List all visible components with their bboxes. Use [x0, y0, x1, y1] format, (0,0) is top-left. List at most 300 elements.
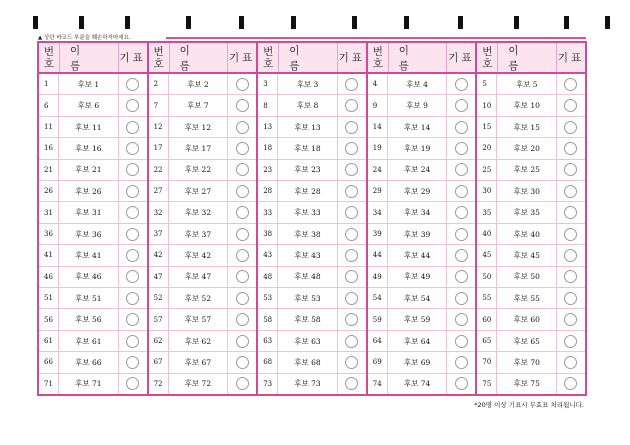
- vote-cell: [338, 181, 366, 201]
- candidate-row: [149, 138, 257, 159]
- vote-circle[interactable]: [564, 335, 577, 348]
- candidate-row: [368, 95, 476, 116]
- candidate-row: [39, 288, 147, 309]
- candidate-name: 후보 53: [278, 288, 338, 308]
- vote-cell: [557, 352, 585, 372]
- vote-circle[interactable]: [564, 78, 577, 91]
- candidate-row: [368, 374, 476, 394]
- vote-cell: [557, 224, 585, 244]
- candidate-name: 후보 19: [388, 138, 448, 158]
- name-header: 이 름: [279, 43, 338, 72]
- candidate-name: 후보 22: [169, 160, 229, 180]
- candidate-row: [258, 138, 366, 159]
- candidate-name: 후보 14: [388, 117, 448, 137]
- vote-circle[interactable]: [126, 356, 139, 369]
- number-header: [39, 43, 60, 72]
- candidate-row: [477, 160, 585, 181]
- candidate-row: [258, 309, 366, 330]
- candidate-name: 후보 20: [497, 138, 557, 158]
- vote-circle[interactable]: [126, 185, 139, 198]
- footer-note: *20명 이상 기표시 무효표 처리됩니다.: [474, 401, 584, 409]
- vote-cell: [557, 309, 585, 329]
- candidate-row: [368, 117, 476, 138]
- vote-cell: [338, 117, 366, 137]
- candidate-number: 28: [258, 181, 278, 201]
- vote-circle[interactable]: [345, 206, 358, 219]
- candidate-name: 후보 64: [388, 331, 448, 351]
- candidate-name: 후보 11: [59, 117, 119, 137]
- candidate-name: 후보 23: [278, 160, 338, 180]
- candidate-number: 55: [477, 288, 497, 308]
- timing-mark: [404, 16, 409, 29]
- candidate-row: [258, 352, 366, 373]
- vote-circle[interactable]: [455, 121, 468, 134]
- vote-circle[interactable]: [564, 292, 577, 305]
- vote-cell: [447, 138, 475, 158]
- candidate-name: 후보 4: [388, 74, 448, 94]
- candidate-number: 49: [368, 267, 388, 287]
- vote-header: 기표: [557, 52, 585, 64]
- candidate-name: 후보 51: [59, 288, 119, 308]
- candidate-row: [477, 202, 585, 223]
- candidate-row: [39, 245, 147, 266]
- candidate-number: 7: [149, 95, 169, 115]
- vote-circle[interactable]: [564, 163, 577, 176]
- vote-circle[interactable]: [345, 185, 358, 198]
- vote-circle[interactable]: [126, 163, 139, 176]
- vote-cell: [557, 181, 585, 201]
- candidate-row: [368, 138, 476, 159]
- candidate-name: 후보 3: [278, 74, 338, 94]
- timing-mark: [125, 16, 130, 29]
- vote-circle[interactable]: [126, 142, 139, 155]
- candidate-name: 후보 7: [169, 95, 229, 115]
- candidate-name: 후보 9: [388, 95, 448, 115]
- candidate-row: [368, 202, 476, 223]
- vote-cell: [557, 331, 585, 351]
- vote-circle[interactable]: [236, 206, 249, 219]
- vote-circle[interactable]: [345, 142, 358, 155]
- vote-cell: [338, 267, 366, 287]
- timing-mark: [564, 16, 569, 29]
- number-header-top: 번: [43, 45, 55, 58]
- candidate-name: 후보 34: [388, 202, 448, 222]
- vote-circle[interactable]: [345, 228, 358, 241]
- vote-cell: [447, 95, 475, 115]
- vote-cell: [119, 117, 147, 137]
- candidate-row: [368, 331, 476, 352]
- candidate-row: [149, 74, 257, 95]
- candidate-name: 후보 67: [169, 352, 229, 372]
- candidate-name: 후보 62: [169, 331, 229, 351]
- candidate-number: 47: [149, 267, 169, 287]
- vote-cell: [447, 374, 475, 394]
- vote-cell: [338, 95, 366, 115]
- candidate-number: 25: [477, 160, 497, 180]
- vote-circle[interactable]: [236, 249, 249, 262]
- candidate-row: [368, 74, 476, 95]
- vote-circle[interactable]: [126, 228, 139, 241]
- candidate-name: 후보 48: [278, 267, 338, 287]
- vote-circle[interactable]: [455, 377, 468, 390]
- vote-circle[interactable]: [455, 313, 468, 326]
- candidate-name: 후보 29: [388, 181, 448, 201]
- number-header-top: 번: [153, 45, 164, 58]
- timing-mark: [605, 16, 610, 29]
- vote-circle[interactable]: [236, 163, 249, 176]
- candidate-number: 44: [368, 245, 388, 265]
- vote-circle[interactable]: [236, 377, 249, 390]
- vote-circle[interactable]: [455, 142, 468, 155]
- candidate-number: 34: [368, 202, 388, 222]
- candidate-number: 61: [39, 331, 59, 351]
- candidate-number: 11: [39, 117, 59, 137]
- vote-cell: [557, 138, 585, 158]
- candidate-row: [477, 309, 585, 330]
- candidate-name: 후보 57: [169, 309, 229, 329]
- candidate-number: 10: [477, 95, 497, 115]
- candidate-row: [477, 181, 585, 202]
- candidate-number: 63: [258, 331, 278, 351]
- candidate-row: [149, 202, 257, 223]
- ballot-column: [39, 43, 149, 394]
- candidate-number: 52: [149, 288, 169, 308]
- candidate-number: 8: [258, 95, 278, 115]
- candidate-name: 후보 60: [497, 309, 557, 329]
- number-header-top: 번: [263, 45, 274, 58]
- vote-cell: [119, 245, 147, 265]
- vote-cell: [228, 288, 256, 308]
- candidate-number: 75: [477, 374, 497, 394]
- candidate-row: [477, 95, 585, 116]
- candidate-name: 후보 31: [59, 202, 119, 222]
- candidate-name: 후보 49: [388, 267, 448, 287]
- vote-circle[interactable]: [455, 270, 468, 283]
- vote-circle[interactable]: [455, 356, 468, 369]
- candidate-name: 후보 68: [278, 352, 338, 372]
- candidate-number: 37: [149, 224, 169, 244]
- candidate-row: [39, 117, 147, 138]
- vote-circle[interactable]: [345, 377, 358, 390]
- vote-circle[interactable]: [564, 206, 577, 219]
- vote-circle[interactable]: [564, 313, 577, 326]
- column-header: [149, 43, 257, 74]
- candidate-number: 2: [149, 74, 169, 94]
- candidate-number: 33: [258, 202, 278, 222]
- candidate-number: 45: [477, 245, 497, 265]
- vote-cell: [119, 288, 147, 308]
- vote-circle[interactable]: [455, 78, 468, 91]
- candidate-number: 62: [149, 331, 169, 351]
- vote-circle[interactable]: [236, 142, 249, 155]
- candidate-row: [258, 267, 366, 288]
- vote-cell: [447, 267, 475, 287]
- candidate-row: [39, 267, 147, 288]
- candidate-number: 48: [258, 267, 278, 287]
- vote-cell: [228, 202, 256, 222]
- candidate-name: 후보 10: [497, 95, 557, 115]
- vote-cell: [447, 181, 475, 201]
- vote-circle[interactable]: [345, 313, 358, 326]
- number-header-bottom: 호: [153, 57, 164, 70]
- vote-cell: [338, 309, 366, 329]
- candidate-name: 후보 41: [59, 245, 119, 265]
- candidate-name: 후보 26: [59, 181, 119, 201]
- candidate-row: [477, 352, 585, 373]
- vote-cell: [447, 160, 475, 180]
- vote-circle[interactable]: [455, 292, 468, 305]
- vote-circle[interactable]: [126, 335, 139, 348]
- vote-circle[interactable]: [236, 356, 249, 369]
- candidate-number: 1: [39, 74, 59, 94]
- candidate-name: 후보 6: [59, 95, 119, 115]
- timing-mark: [352, 16, 357, 29]
- vote-circle[interactable]: [455, 185, 468, 198]
- candidate-row: [258, 224, 366, 245]
- candidate-name: 후보 44: [388, 245, 448, 265]
- vote-circle[interactable]: [455, 163, 468, 176]
- candidate-name: 후보 2: [169, 74, 229, 94]
- candidate-row: [368, 267, 476, 288]
- candidate-row: [368, 288, 476, 309]
- candidate-name: 후보 12: [169, 117, 229, 137]
- candidate-row: [368, 352, 476, 373]
- candidate-row: [368, 309, 476, 330]
- candidate-name: 후보 66: [59, 352, 119, 372]
- number-header-top: 번: [372, 45, 383, 58]
- vote-cell: [447, 309, 475, 329]
- number-header-top: 번: [482, 45, 493, 58]
- vote-circle[interactable]: [564, 99, 577, 112]
- vote-cell: [557, 160, 585, 180]
- candidate-row: [477, 331, 585, 352]
- candidate-number: 27: [149, 181, 169, 201]
- vote-circle[interactable]: [236, 313, 249, 326]
- number-header-bottom: 호: [43, 57, 55, 70]
- candidate-row: [39, 74, 147, 95]
- candidate-number: 21: [39, 160, 59, 180]
- candidate-number: 5: [477, 74, 497, 94]
- vote-circle[interactable]: [564, 270, 577, 283]
- timing-mark: [514, 16, 519, 29]
- vote-circle[interactable]: [455, 249, 468, 262]
- candidate-name: 후보 36: [59, 224, 119, 244]
- candidate-number: 22: [149, 160, 169, 180]
- vote-circle[interactable]: [126, 313, 139, 326]
- vote-cell: [447, 117, 475, 137]
- candidate-name: 후보 55: [497, 288, 557, 308]
- vote-cell: [119, 374, 147, 394]
- candidate-number: 32: [149, 202, 169, 222]
- candidate-name: 후보 8: [278, 95, 338, 115]
- candidate-row: [258, 74, 366, 95]
- candidate-name: 후보 17: [169, 138, 229, 158]
- vote-circle[interactable]: [236, 270, 249, 283]
- candidate-number: 40: [477, 224, 497, 244]
- vote-circle[interactable]: [126, 121, 139, 134]
- vote-cell: [228, 309, 256, 329]
- candidate-number: 71: [39, 374, 59, 394]
- vote-circle[interactable]: [345, 335, 358, 348]
- vote-cell: [338, 331, 366, 351]
- timing-mark: [186, 16, 191, 29]
- vote-circle[interactable]: [345, 292, 358, 305]
- vote-circle[interactable]: [455, 206, 468, 219]
- candidate-name: 후보 46: [59, 267, 119, 287]
- vote-cell: [228, 95, 256, 115]
- candidate-row: [477, 267, 585, 288]
- vote-header: 기표: [338, 52, 365, 64]
- vote-circle[interactable]: [236, 228, 249, 241]
- vote-circle[interactable]: [236, 292, 249, 305]
- candidate-number: 58: [258, 309, 278, 329]
- candidate-number: 38: [258, 224, 278, 244]
- vote-circle[interactable]: [345, 249, 358, 262]
- candidate-row: [258, 288, 366, 309]
- candidate-name: 후보 33: [278, 202, 338, 222]
- vote-cell: [119, 352, 147, 372]
- candidate-row: [149, 288, 257, 309]
- candidate-row: [368, 245, 476, 266]
- timing-mark: [239, 16, 244, 29]
- vote-circle[interactable]: [345, 356, 358, 369]
- vote-cell: [228, 117, 256, 137]
- vote-cell: [228, 267, 256, 287]
- candidate-row: [258, 374, 366, 394]
- vote-cell: [338, 374, 366, 394]
- candidate-number: 53: [258, 288, 278, 308]
- candidate-number: 15: [477, 117, 497, 137]
- candidate-name: 후보 37: [169, 224, 229, 244]
- vote-cell: [557, 117, 585, 137]
- vote-cell: [119, 160, 147, 180]
- vote-cell: [447, 202, 475, 222]
- timing-mark: [291, 16, 296, 29]
- candidate-number: 3: [258, 74, 278, 94]
- vote-circle[interactable]: [126, 78, 139, 91]
- candidate-name: 후보 35: [497, 202, 557, 222]
- vote-circle[interactable]: [564, 228, 577, 241]
- candidate-number: 60: [477, 309, 497, 329]
- candidate-name: 후보 63: [278, 331, 338, 351]
- candidate-row: [39, 202, 147, 223]
- candidate-name: 후보 40: [497, 224, 557, 244]
- vote-circle[interactable]: [345, 121, 358, 134]
- candidate-row: [258, 331, 366, 352]
- candidate-name: 후보 73: [278, 374, 338, 394]
- vote-cell: [338, 138, 366, 158]
- candidate-name: 후보 65: [497, 331, 557, 351]
- candidate-row: [477, 224, 585, 245]
- candidate-row: [149, 331, 257, 352]
- candidate-number: 67: [149, 352, 169, 372]
- vote-circle[interactable]: [236, 121, 249, 134]
- vote-circle[interactable]: [126, 206, 139, 219]
- vote-circle[interactable]: [236, 185, 249, 198]
- vote-circle[interactable]: [564, 185, 577, 198]
- candidate-row: [258, 245, 366, 266]
- vote-circle[interactable]: [345, 270, 358, 283]
- candidate-name: 후보 21: [59, 160, 119, 180]
- vote-circle[interactable]: [345, 78, 358, 91]
- candidate-name: 후보 16: [59, 138, 119, 158]
- candidate-row: [39, 181, 147, 202]
- vote-cell: [228, 181, 256, 201]
- vote-circle[interactable]: [236, 335, 249, 348]
- name-header: 이 름: [389, 43, 448, 72]
- candidate-number: 35: [477, 202, 497, 222]
- candidate-name: 후보 32: [169, 202, 229, 222]
- ballot-column: [258, 43, 368, 394]
- candidate-name: 후보 28: [278, 181, 338, 201]
- vote-circle[interactable]: [126, 249, 139, 262]
- candidate-row: [39, 95, 147, 116]
- vote-circle[interactable]: [126, 377, 139, 390]
- candidate-name: 후보 45: [497, 245, 557, 265]
- candidate-row: [477, 74, 585, 95]
- vote-circle[interactable]: [564, 142, 577, 155]
- vote-cell: [447, 352, 475, 372]
- vote-circle[interactable]: [455, 335, 468, 348]
- vote-circle[interactable]: [564, 377, 577, 390]
- candidate-row: [149, 117, 257, 138]
- candidate-row: [477, 245, 585, 266]
- vote-cell: [119, 95, 147, 115]
- vote-cell: [228, 331, 256, 351]
- vote-circle[interactable]: [455, 99, 468, 112]
- vote-cell: [557, 374, 585, 394]
- candidate-number: 41: [39, 245, 59, 265]
- vote-cell: [119, 267, 147, 287]
- vote-cell: [557, 74, 585, 94]
- candidate-number: 14: [368, 117, 388, 137]
- candidate-number: 24: [368, 160, 388, 180]
- timing-mark: [33, 16, 38, 29]
- ballot-column: [368, 43, 478, 394]
- candidate-row: [39, 224, 147, 245]
- vote-circle[interactable]: [564, 249, 577, 262]
- vote-circle[interactable]: [564, 356, 577, 369]
- candidate-number: 31: [39, 202, 59, 222]
- candidate-name: 후보 43: [278, 245, 338, 265]
- vote-circle[interactable]: [236, 78, 249, 91]
- candidate-name: 후보 25: [497, 160, 557, 180]
- vote-circle[interactable]: [455, 228, 468, 241]
- vote-circle[interactable]: [236, 99, 249, 112]
- candidate-name: 후보 56: [59, 309, 119, 329]
- candidate-row: [477, 374, 585, 394]
- vote-circle[interactable]: [345, 99, 358, 112]
- vote-cell: [228, 74, 256, 94]
- vote-circle[interactable]: [345, 163, 358, 176]
- candidate-name: 후보 24: [388, 160, 448, 180]
- candidate-number: 42: [149, 245, 169, 265]
- number-header-bottom: 호: [263, 57, 274, 70]
- vote-circle[interactable]: [126, 292, 139, 305]
- candidate-row: [258, 181, 366, 202]
- candidate-name: 후보 59: [388, 309, 448, 329]
- vote-cell: [557, 267, 585, 287]
- candidate-number: 26: [39, 181, 59, 201]
- vote-cell: [447, 288, 475, 308]
- vote-circle[interactable]: [126, 99, 139, 112]
- candidate-row: [477, 117, 585, 138]
- candidate-number: 64: [368, 331, 388, 351]
- vote-cell: [447, 331, 475, 351]
- vote-circle[interactable]: [126, 270, 139, 283]
- vote-circle[interactable]: [564, 121, 577, 134]
- candidate-number: 43: [258, 245, 278, 265]
